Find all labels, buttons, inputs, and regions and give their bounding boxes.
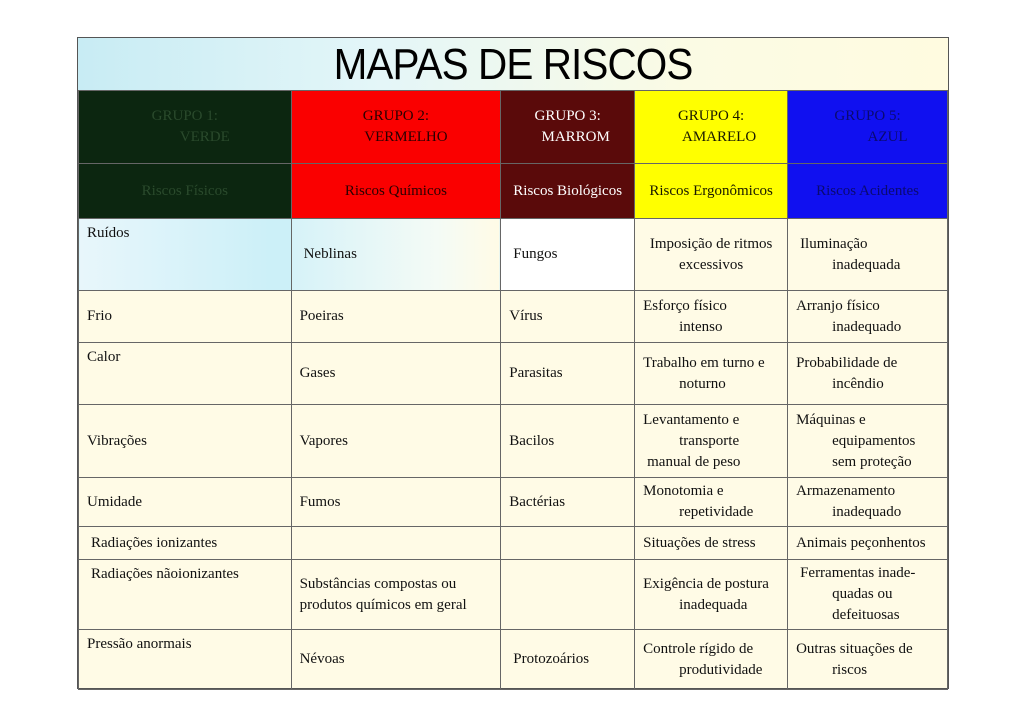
table-cell: Vapores [291, 405, 501, 478]
table-cell: Bacilos [501, 405, 635, 478]
table-cell: Ferramentas inade- quadas ou defeituosas [788, 560, 948, 630]
table-cell: Esforço físico intenso [635, 291, 788, 343]
page-title: MAPAS DE RISCOS [333, 40, 693, 89]
table-row [79, 343, 948, 405]
table-cell [501, 527, 635, 560]
table-cell: Trabalho em turno e noturno [635, 343, 788, 405]
group-2-header: GRUPO 2: VERMELHO [291, 91, 501, 164]
table-cell: Iluminação inadequada [788, 219, 948, 291]
table-row [79, 291, 948, 343]
table-cell: Ruídos [79, 219, 292, 291]
table-cell: Substâncias compostas ou produtos químicos em geral [291, 560, 501, 630]
group-4-header: GRUPO 4: AMARELO [635, 91, 788, 164]
group-3-header: GRUPO 3: MARROM [501, 91, 635, 164]
table-cell: Frio [79, 291, 292, 343]
table-row [79, 630, 948, 690]
table-cell: Vírus [501, 291, 635, 343]
table-cell: Levantamento e transporte manual de peso [635, 405, 788, 478]
table-row [79, 527, 948, 560]
table-cell: Vibrações [79, 405, 292, 478]
table-cell: Máquinas e equipamentos sem proteção [788, 405, 948, 478]
risk-table [78, 90, 948, 690]
table-row [79, 405, 948, 478]
group-header-row [79, 91, 948, 164]
table-cell: Parasitas [501, 343, 635, 405]
table-cell: Imposição de ritmos excessivos [635, 219, 788, 291]
table-cell: Fungos [501, 219, 635, 291]
title-band [78, 38, 948, 90]
category-biologicos: Riscos Biológicos [501, 164, 635, 219]
category-fisicos: Riscos Físicos [79, 164, 292, 219]
table-cell: Radiações nãoionizantes [79, 560, 292, 630]
table-row [79, 560, 948, 630]
table-cell [291, 527, 501, 560]
table-cell: Arranjo físico inadequado [788, 291, 948, 343]
group-5-header: GRUPO 5: AZUL [788, 91, 948, 164]
table-cell: Monotomia e repetividade [635, 478, 788, 527]
category-acidentes: Riscos Acidentes [788, 164, 948, 219]
category-ergonomicos: Riscos Ergonômicos [635, 164, 788, 219]
table-cell: Fumos [291, 478, 501, 527]
category-quimicos: Riscos Químicos [291, 164, 501, 219]
table-cell: Calor [79, 343, 292, 405]
group-1-header: GRUPO 1: VERDE [79, 91, 292, 164]
table-cell: Protozoários [501, 630, 635, 690]
table-cell: Umidade [79, 478, 292, 527]
table-cell: Armazenamento inadequado [788, 478, 948, 527]
table-cell: Poeiras [291, 291, 501, 343]
table-row [79, 219, 948, 291]
table-cell: Névoas [291, 630, 501, 690]
risk-map-sheet [77, 37, 949, 689]
table-cell: Pressão anormais [79, 630, 292, 690]
table-cell: Radiações ionizantes [79, 527, 292, 560]
table-cell: Neblinas [291, 219, 501, 291]
table-cell: Probabilidade de incêndio [788, 343, 948, 405]
table-cell: Bactérias [501, 478, 635, 527]
table-cell: Outras situações de riscos [788, 630, 948, 690]
table-cell: Situações de stress [635, 527, 788, 560]
table-cell [501, 560, 635, 630]
table-cell: Controle rígido de produtividade [635, 630, 788, 690]
category-row [79, 164, 948, 219]
table-row [79, 478, 948, 527]
table-cell: Exigência de postura inadequada [635, 560, 788, 630]
table-cell: Animais peçonhentos [788, 527, 948, 560]
table-cell: Gases [291, 343, 501, 405]
